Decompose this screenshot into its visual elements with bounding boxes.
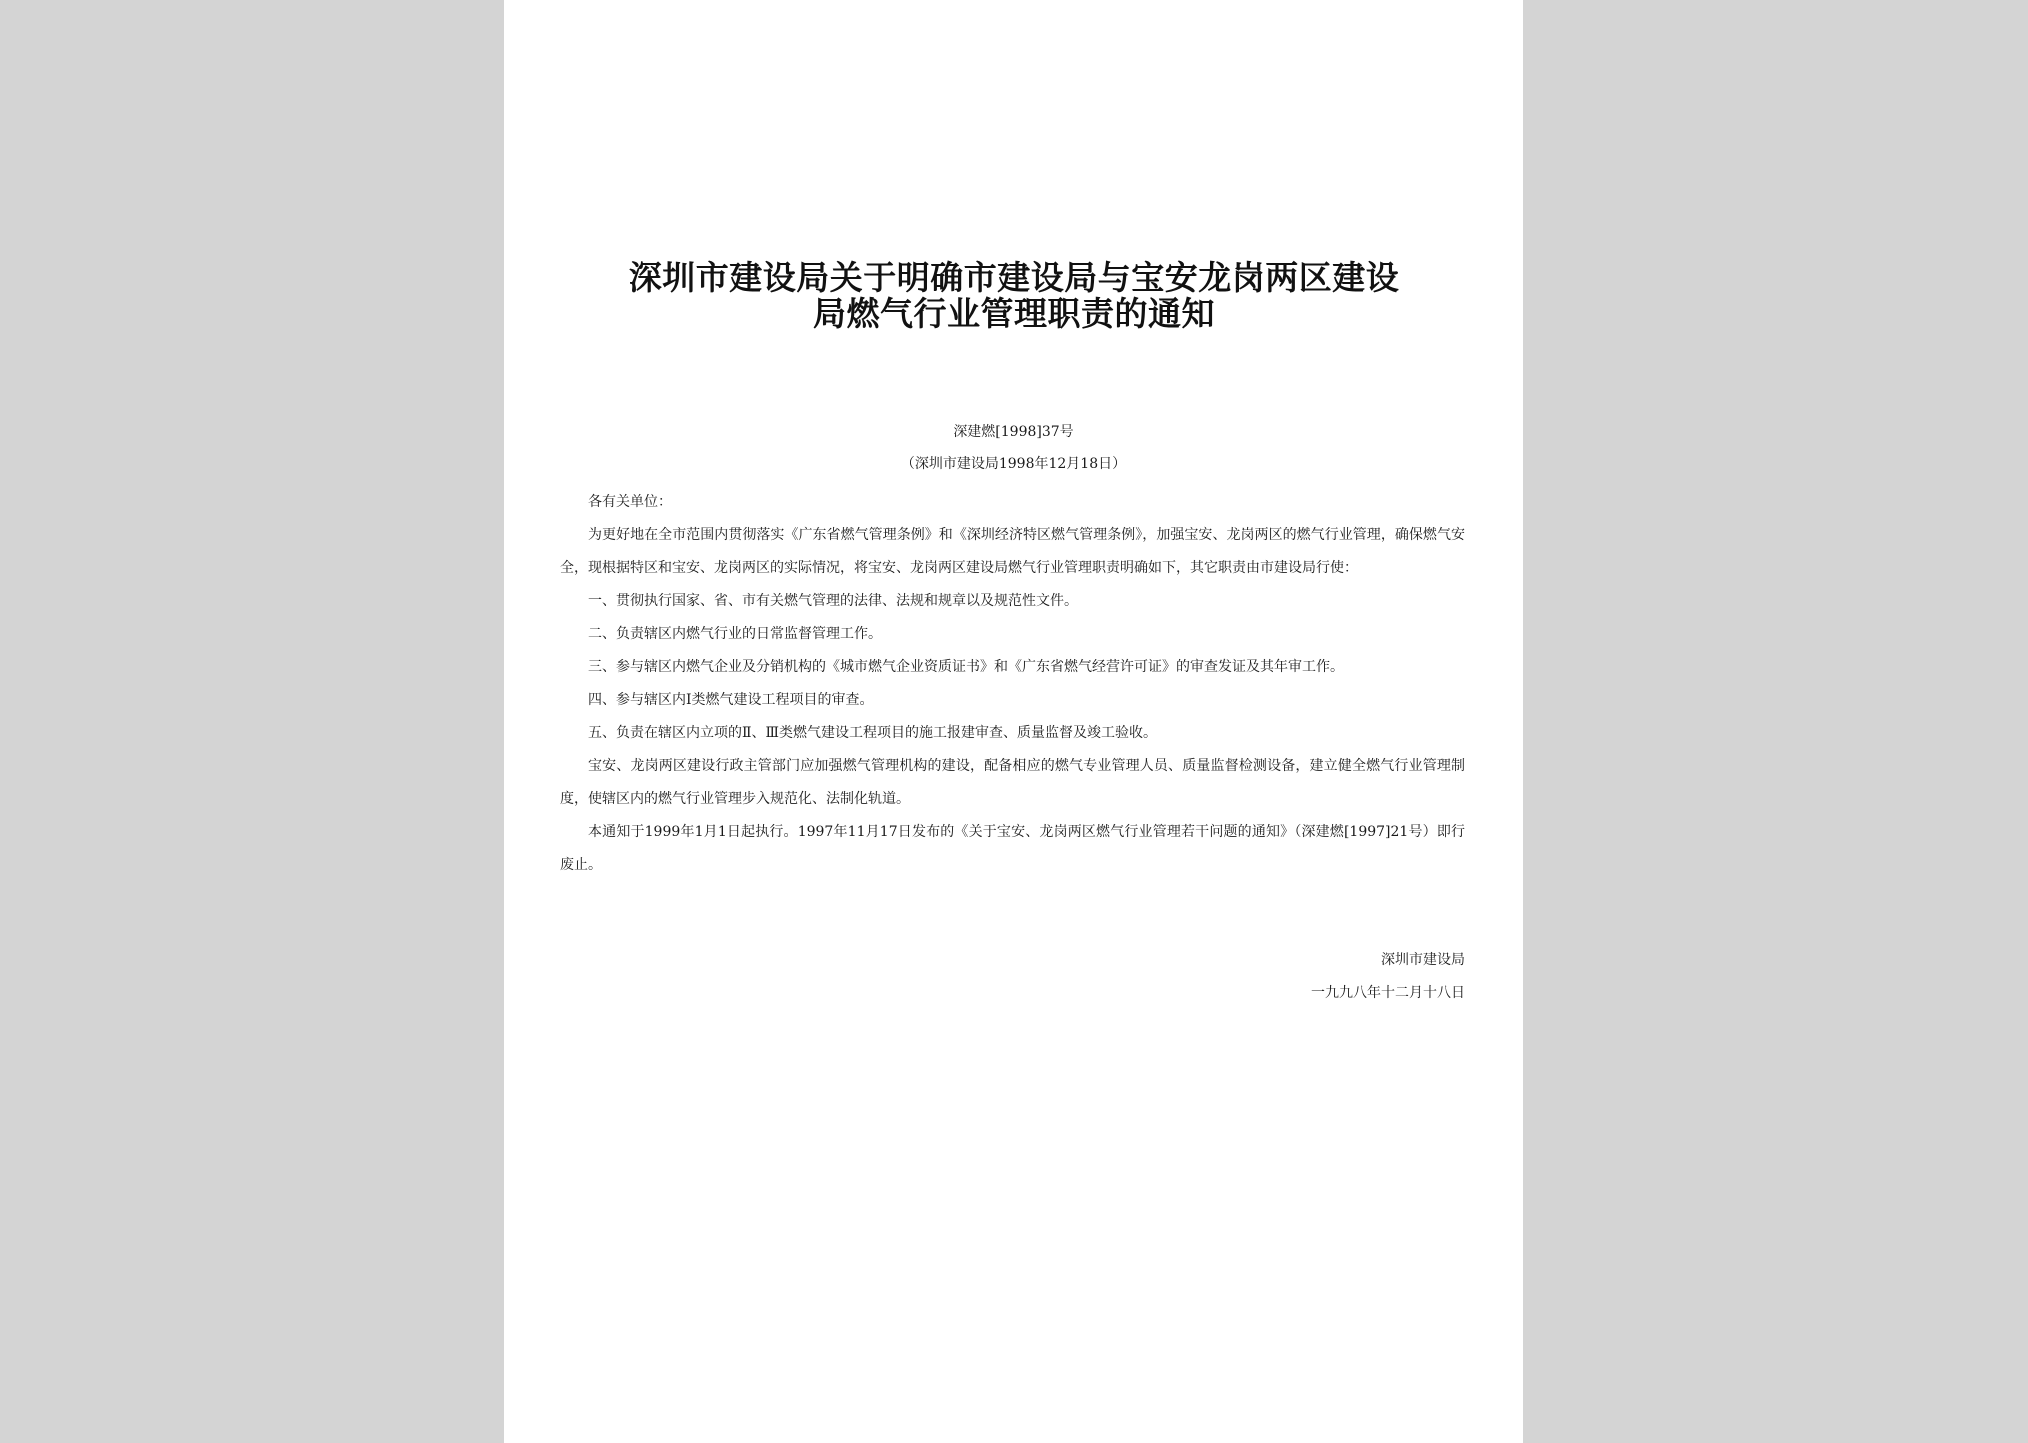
paragraph: 一、贯彻执行国家、省、市有关燃气管理的法律、法规和规章以及规范性文件。 <box>588 593 1078 609</box>
paragraph: 四、参与辖区内Ⅰ类燃气建设工程项目的审查。 <box>588 692 874 708</box>
document-title <box>584 260 1444 332</box>
paragraph: 三、参与辖区内燃气企业及分销机构的《城市燃气企业资质证书》和《广东省燃气经营许可证》的审查发证及其年审工作。 <box>588 659 1344 675</box>
title-line-2: 局燃气行业管理职责的通知 <box>813 294 1215 333</box>
paragraph: 为更好地在全市范围内贯彻落实《广东省燃气管理条例》和《深圳经济特区燃气管理条例》，加强宝安、龙岗两区的燃气行业管理，确保燃气安全，现根据特区和宝安、龙岗两区的实际情况，将宝安、龙岗两区建设局燃气行业管理职责明确如下，其它职责由市建设局行使： <box>560 527 1465 576</box>
paragraph: 宝安、龙岗两区建设行政主管部门应加强燃气管理机构的建设，配备相应的燃气专业管理人员、质量监督检测设备，建立健全燃气行业管理制度，使辖区内的燃气行业管理步入规范化、法制化轨道。 <box>560 758 1465 807</box>
paragraph: 本通知于1999年1月1日起执行。1997年11月17日发布的《关于宝安、龙岗两区燃气行业管理若干问题的通知》（深建燃[1997]21号）即行废止。 <box>560 824 1465 873</box>
document-page <box>504 0 1523 1443</box>
signature-date: 一九九八年十二月十八日 <box>1311 985 1465 1001</box>
issue-note: （深圳市建设局1998年12月18日） <box>900 456 1127 472</box>
paragraph: 五、负责在辖区内立项的Ⅱ、Ⅲ类燃气建设工程项目的施工报建审查、质量监督及竣工验收。 <box>588 725 1158 741</box>
document-number: 深建燃[1998]37号 <box>953 424 1074 440</box>
salutation: 各有关单位： <box>588 494 672 510</box>
title-line-1: 深圳市建设局关于明确市建设局与宝安龙岗两区建设 <box>628 258 1400 297</box>
paragraph: 二、负责辖区内燃气行业的日常监督管理工作。 <box>588 626 882 642</box>
signature-organization: 深圳市建设局 <box>1381 952 1465 968</box>
document-body <box>560 486 1465 882</box>
